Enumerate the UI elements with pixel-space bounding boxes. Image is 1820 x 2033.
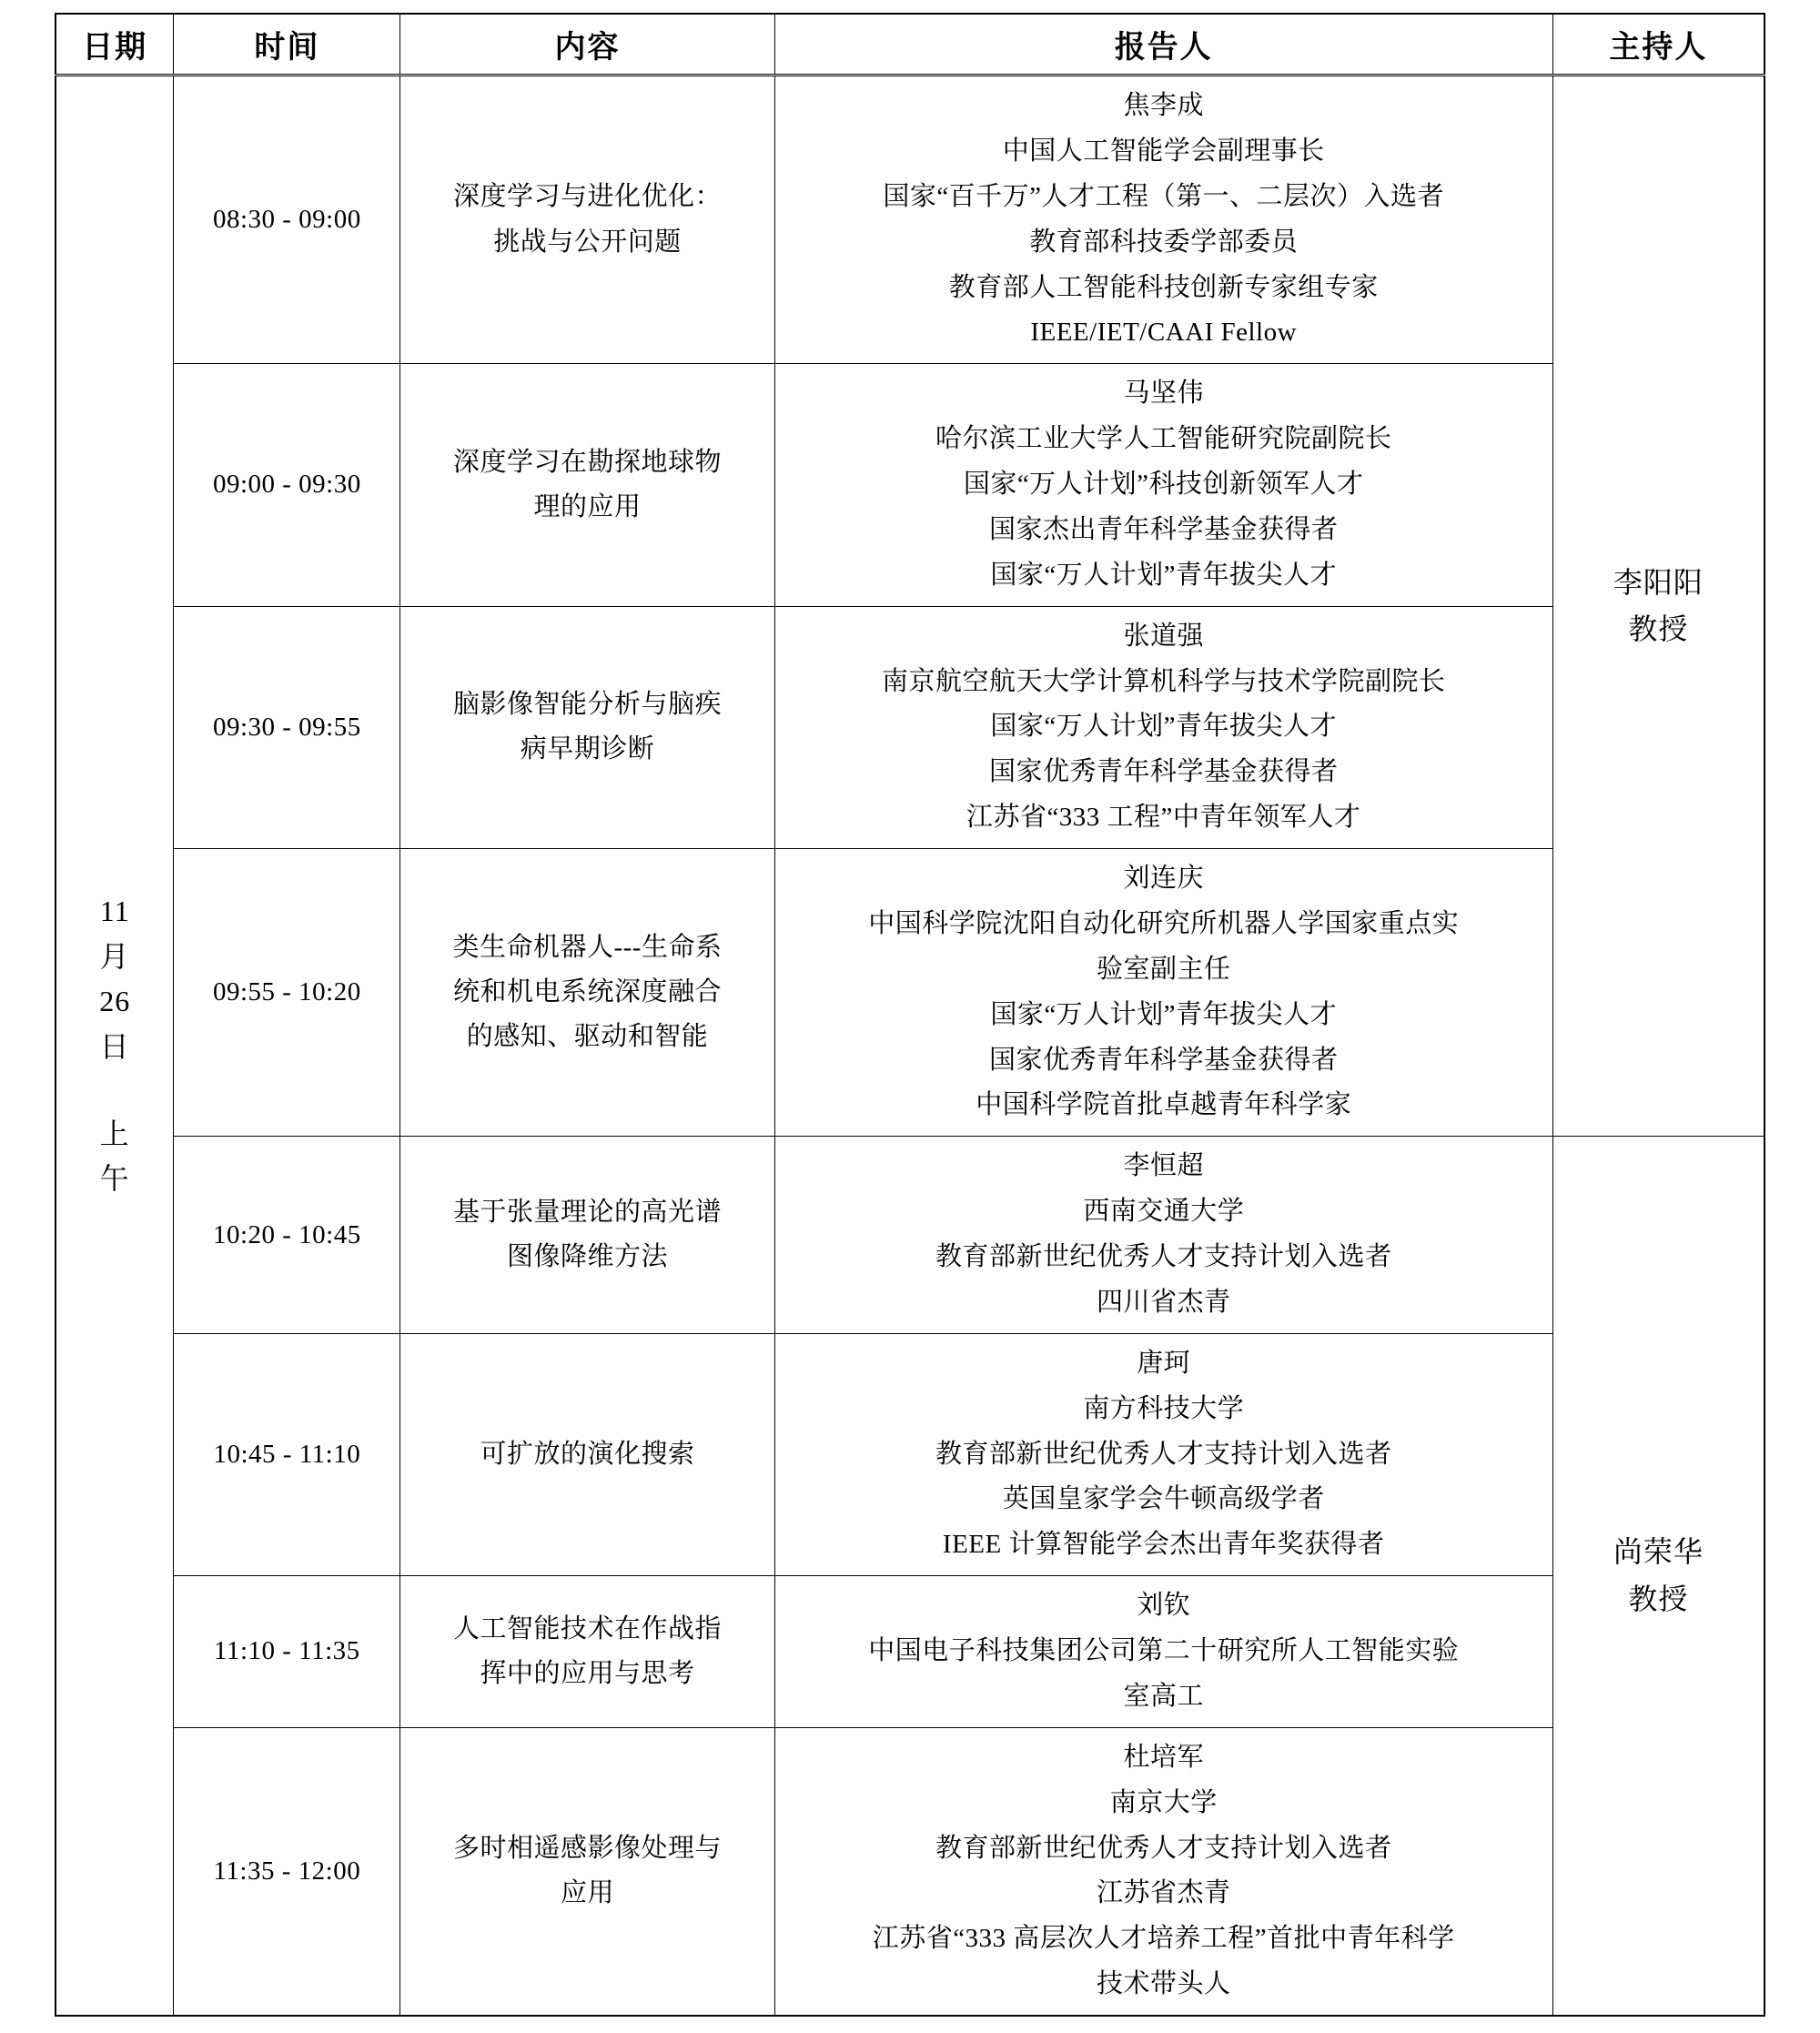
schedule-table	[55, 13, 1765, 2017]
speaker-line: 国家“万人计划”青年拔尖人才	[990, 560, 1338, 590]
topic-line: 挑战与公开问题	[493, 227, 682, 257]
table-row	[56, 606, 1764, 848]
column-header-topic: 内容	[400, 14, 774, 76]
speaker-cell	[774, 849, 1552, 1137]
topic-line: 的感知、驱动和智能	[466, 1022, 709, 1052]
speaker-line: 英国皇家学会牛顿高级学者	[1002, 1484, 1325, 1514]
speaker-line: 刘钦	[1137, 1591, 1191, 1621]
speaker-line: 国家优秀青年科学基金获得者	[988, 757, 1339, 787]
speaker-line: 中国电子科技集团公司第二十研究所人工智能实验	[868, 1636, 1460, 1665]
topic-line: 类生命机器人---生命系	[452, 932, 723, 962]
date-line: 午	[99, 1162, 130, 1196]
speaker-line: 哈尔滨工业大学人工智能研究院副院长	[935, 424, 1392, 454]
table-row	[56, 364, 1764, 606]
table-row	[56, 76, 1764, 364]
speaker-line: 南方科技大学	[1083, 1393, 1245, 1423]
speaker-cell	[774, 1727, 1552, 2016]
date-line: 上	[99, 1117, 130, 1150]
speaker-cell	[774, 364, 1552, 606]
table-row	[56, 1727, 1764, 2016]
speaker-line: 江苏省“333 工程”中青年领军人才	[966, 803, 1361, 833]
speaker-line: 教育部科技委学部委员	[1029, 227, 1299, 257]
date-spacer	[66, 1070, 164, 1112]
topic-line: 深度学习在勘探地球物	[452, 447, 722, 477]
speaker-line: 中国科学院首批卓越青年科学家	[976, 1090, 1352, 1120]
topic-line: 病早期诊断	[520, 734, 655, 764]
speaker-line: 室高工	[1123, 1681, 1204, 1711]
speaker-line: 国家“百千万”人才工程（第一、二层次）入选者	[883, 181, 1445, 211]
topic-line: 理的应用	[533, 491, 642, 521]
speaker-line: 江苏省杰青	[1096, 1878, 1231, 1908]
table-row	[56, 1576, 1764, 1728]
speaker-line: 国家杰出青年科学基金获得者	[988, 514, 1339, 544]
topic-cell	[400, 1727, 774, 2016]
column-header-date: 日期	[56, 14, 174, 76]
speaker-line: 南京大学	[1109, 1787, 1218, 1817]
date-line: 月	[99, 939, 130, 973]
table-row	[56, 849, 1764, 1137]
speaker-cell	[774, 1576, 1552, 1728]
topic-line: 人工智能技术在作战指	[452, 1613, 722, 1644]
host-cell	[1552, 1137, 1764, 2016]
speaker-line: 教育部人工智能科技创新专家组专家	[948, 272, 1379, 302]
date-line: 日	[99, 1030, 130, 1063]
speaker-line: 国家优秀青年科学基金获得者	[988, 1045, 1339, 1075]
speaker-line: 国家“万人计划”青年拔尖人才	[990, 712, 1338, 742]
speaker-line: 中国人工智能学会副理事长	[1002, 136, 1325, 166]
speaker-line: 教育部新世纪优秀人才支持计划入选者	[935, 1833, 1392, 1863]
speaker-line: 中国科学院沈阳自动化研究所机器人学国家重点实	[868, 908, 1460, 938]
topic-cell	[400, 364, 774, 606]
topic-cell	[400, 606, 774, 848]
speaker-line: 教育部新世纪优秀人才支持计划入选者	[935, 1439, 1392, 1469]
speaker-line: 西南交通大学	[1083, 1197, 1245, 1227]
speaker-cell	[774, 1333, 1552, 1575]
time-cell: 10:45 - 11:10	[174, 1333, 400, 1575]
host-name: 尚荣华	[1613, 1535, 1704, 1569]
speaker-line: IEEE 计算智能学会杰出青年奖获得者	[942, 1530, 1385, 1560]
topic-line: 挥中的应用与思考	[480, 1658, 695, 1688]
table-header	[56, 14, 1764, 76]
topic-cell	[400, 1576, 774, 1728]
speaker-line: 杜培军	[1123, 1742, 1204, 1772]
time-cell: 11:35 - 12:00	[174, 1727, 400, 2016]
time-cell: 11:10 - 11:35	[174, 1576, 400, 1728]
speaker-line: 江苏省“333 高层次人才培养工程”首批中青年科学	[872, 1924, 1455, 1954]
table-row	[56, 1333, 1764, 1575]
host-title: 教授	[1628, 612, 1689, 646]
column-header-host: 主持人	[1552, 14, 1764, 76]
topic-line: 多时相遥感影像处理与	[452, 1834, 722, 1864]
time-cell: 09:55 - 10:20	[174, 849, 400, 1137]
speaker-line: IEEE/IET/CAAI Fellow	[1030, 318, 1298, 348]
speaker-line: 四川省杰青	[1096, 1287, 1231, 1317]
topic-line: 统和机电系统深度融合	[452, 976, 722, 1006]
topic-line: 应用	[560, 1878, 614, 1908]
speaker-line: 教育部新世纪优秀人才支持计划入选者	[935, 1242, 1392, 1271]
time-cell: 08:30 - 09:00	[174, 76, 400, 364]
host-name: 李阳阳	[1613, 565, 1704, 599]
speaker-cell	[774, 76, 1552, 364]
topic-line: 脑影像智能分析与脑疾	[452, 690, 722, 720]
time-cell: 09:30 - 09:55	[174, 606, 400, 848]
speaker-line: 验室副主任	[1096, 954, 1231, 984]
speaker-line: 国家“万人计划”科技创新领军人才	[963, 470, 1364, 499]
speaker-line: 刘连庆	[1123, 864, 1204, 893]
topic-line: 基于张量理论的高光谱	[452, 1197, 722, 1227]
topic-cell	[400, 1137, 774, 1334]
topic-line: 深度学习与进化优化：	[452, 182, 722, 212]
speaker-line: 焦李成	[1123, 91, 1204, 120]
time-cell: 10:20 - 10:45	[174, 1137, 400, 1334]
topic-line: 图像降维方法	[506, 1242, 668, 1271]
speaker-line: 马坚伟	[1123, 379, 1204, 409]
time-cell: 09:00 - 09:30	[174, 364, 400, 606]
table-body	[56, 76, 1764, 2017]
date-cell	[56, 76, 174, 2017]
topic-cell	[400, 849, 774, 1137]
speaker-cell	[774, 606, 1552, 848]
topic-cell	[400, 1333, 774, 1575]
speaker-line: 技术带头人	[1096, 1969, 1231, 1999]
host-cell	[1552, 76, 1764, 1137]
column-header-time: 时间	[174, 14, 400, 76]
date-line: 11	[99, 895, 130, 928]
speaker-line: 国家“万人计划”青年拔尖人才	[990, 999, 1338, 1029]
speaker-line: 唐珂	[1137, 1348, 1191, 1378]
column-header-speaker: 报告人	[774, 14, 1552, 76]
topic-cell	[400, 76, 774, 364]
speaker-line: 张道强	[1123, 621, 1204, 651]
host-title: 教授	[1628, 1582, 1689, 1615]
speaker-line: 南京航空航天大学计算机科学与技术学院副院长	[881, 666, 1446, 696]
date-line: 26	[99, 985, 131, 1018]
table-row	[56, 1137, 1764, 1334]
speaker-line: 李恒超	[1123, 1151, 1204, 1181]
speaker-cell	[774, 1137, 1552, 1334]
topic-line: 可扩放的演化搜索	[480, 1439, 695, 1469]
